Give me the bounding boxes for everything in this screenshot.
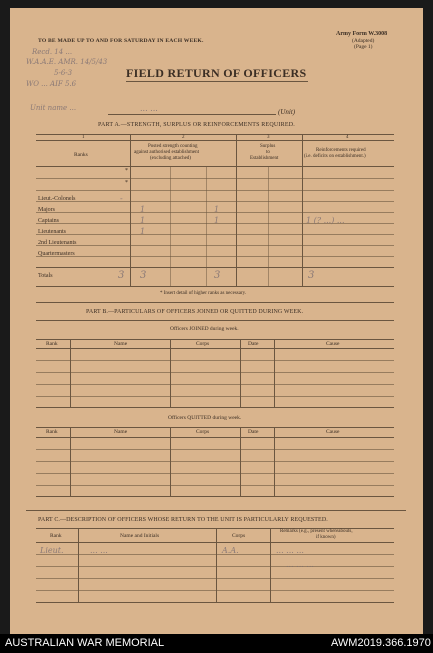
joined-col-rank: Rank	[46, 341, 58, 347]
form-number: Army Form W.3008	[336, 31, 388, 37]
part-c-col-corps: Corps	[232, 533, 246, 539]
part-c-col-remarks: Remarks (e.g., present whereabouts,	[280, 529, 353, 534]
star-marker: *	[125, 180, 128, 186]
rank-label: 2nd Lieutenants	[38, 240, 77, 246]
quitted-col-date: Date	[248, 429, 259, 435]
form-adapted: (Adapted)	[352, 38, 375, 44]
part-c-col-remarks: if known)	[316, 535, 336, 540]
joined-col-corps: Corps	[196, 341, 210, 347]
part-a-heading: PART A.—STRENGTH, SURPLUS OR REINFORCEMENTS REQUIRED.	[98, 122, 295, 128]
col-num-3: 3	[267, 135, 270, 140]
joined-col-name: Name	[114, 341, 128, 347]
handwritten-note: W.A.A.E. AMR. 14/5/43	[26, 58, 108, 66]
col-header-posted: (excluding attached)	[150, 156, 191, 161]
handwritten-entry: ... ... ...	[276, 546, 304, 555]
part-c-col-rank: Rank	[50, 533, 62, 539]
col-header-reinforcements: Reinforcements required	[316, 148, 366, 153]
totals-label: Totals	[38, 273, 53, 279]
unit-line	[108, 114, 276, 115]
quitted-col-cause: Cause	[326, 429, 340, 435]
handwritten-entry: -	[120, 194, 123, 203]
handwritten-entry: Lieut.	[40, 546, 64, 555]
handwritten-note: WO ... AIF 5.6	[26, 80, 77, 88]
handwritten-entry: 3	[214, 270, 221, 281]
rank-label: Majors	[38, 207, 55, 213]
part-c-heading: PART C.—DESCRIPTION OF OFFICERS WHOSE RETURN TO THE UNIT IS PARTICULARLY REQUESTED.	[38, 517, 328, 523]
handwritten-note: 5-6-3	[54, 69, 73, 77]
handwritten-entry: 3	[118, 270, 125, 281]
rank-label: Quartermasters	[38, 251, 75, 257]
unit-label: (Unit)	[278, 108, 296, 116]
handwritten-entry: 1	[140, 205, 146, 214]
handwritten-entry: 1	[140, 227, 146, 236]
handwritten-entry: 3	[308, 270, 315, 281]
part-b-heading: PART B.—PARTICULARS OF OFFICERS JOINED OR QUITTED DURING WEEK.	[86, 309, 304, 315]
handwritten-entry: ... ... ...	[286, 560, 314, 569]
col-header-posted: Posted strength counting	[148, 144, 198, 149]
quitted-col-rank: Rank	[46, 429, 58, 435]
form-page-number: (Page 1)	[354, 44, 373, 50]
rank-label: Lieut.-Colonels	[38, 196, 76, 202]
handwritten-entry: 1	[214, 216, 220, 225]
title-underline	[126, 81, 308, 82]
col-header-reinforcements: (i.e. deficits on establishment.)	[304, 154, 366, 159]
joined-col-date: Date	[248, 341, 259, 347]
col-header-posted: against authorised establishment	[134, 150, 199, 155]
col-header-surplus: to	[266, 150, 270, 155]
quitted-title: Officers QUITTED during week.	[168, 415, 242, 421]
handwritten-entry: 1 (? ...) ...	[306, 216, 345, 225]
col-header-surplus: Surplus	[260, 144, 276, 149]
unit-handwriting: ... ...	[140, 104, 158, 113]
handwritten-entry: 1	[214, 205, 220, 214]
footer-institution: AUSTRALIAN WAR MEMORIAL	[5, 637, 165, 649]
handwritten-entry: 1	[140, 216, 146, 225]
star-marker: *	[125, 168, 128, 174]
handwritten-note: Unit name ...	[30, 104, 77, 112]
rank-label: Captains	[38, 218, 59, 224]
footnote: * Insert detail of higher ranks as necessary.	[160, 291, 247, 296]
form-page	[10, 8, 423, 634]
col-num-4: 4	[346, 135, 349, 140]
col-num-1: 1	[82, 135, 85, 140]
col-header-surplus: Establishment	[250, 156, 279, 161]
footer-accession: AWM2019.366.1970	[331, 637, 431, 649]
col-header-ranks: Ranks	[74, 152, 88, 158]
joined-title: Officers JOINED during week.	[170, 326, 239, 332]
quitted-col-name: Name	[114, 429, 128, 435]
handwritten-entry: ... ...	[90, 546, 108, 555]
section-separator	[36, 302, 394, 303]
quitted-col-corps: Corps	[196, 429, 210, 435]
handwritten-entry: 3	[140, 270, 147, 281]
form-title: FIELD RETURN OF OFFICERS	[126, 66, 307, 80]
part-c-col-name: Name and Initials	[120, 533, 160, 539]
col-num-2: 2	[182, 135, 185, 140]
handwritten-note: Recd. 14 ...	[32, 48, 73, 56]
joined-col-cause: Cause	[326, 341, 340, 347]
instruction-text: TO BE MADE UP TO AND FOR SATURDAY IN EACH WEEK.	[38, 38, 204, 44]
section-separator	[26, 510, 406, 511]
footer-bar	[0, 634, 433, 653]
rank-label: Lieutenants	[38, 229, 66, 235]
handwritten-entry: A.A.	[222, 546, 239, 555]
